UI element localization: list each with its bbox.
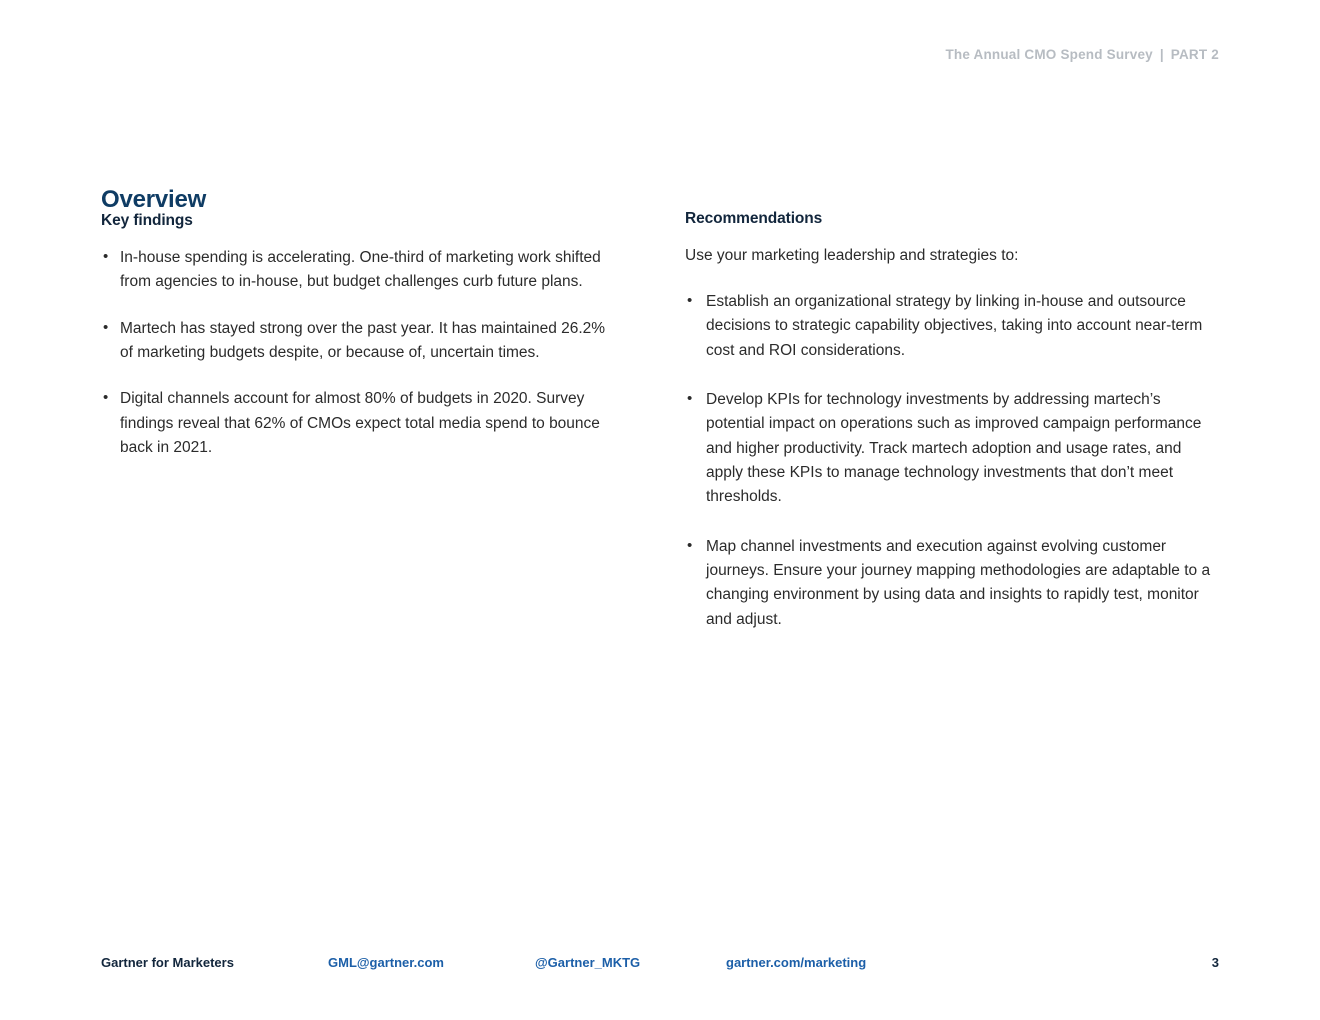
header-separator: | [1159, 47, 1164, 62]
recommendations-heading: Recommendations [685, 210, 823, 227]
footer-brand: Gartner for Marketers [101, 955, 234, 970]
footer-email-link[interactable]: GML@gartner.com [328, 955, 444, 970]
list-item: • Digital channels account for almost 80% of budgets in 2020. Survey findings reveal that 62% of CMOs expect total media spend to bounce back in 2021. [101, 387, 621, 460]
recommendations-column [685, 210, 1220, 657]
header-part-label: PART 2 [1170, 47, 1219, 62]
key-findings-heading: Key findings [101, 212, 193, 229]
footer-social-handle-link[interactable]: @Gartner_MKTG [535, 955, 641, 970]
list-item: • Martech has stayed strong over the past year. It has maintained 26.2% of marketing budgets despite, or because of, uncertain times. [101, 317, 621, 366]
key-findings-list [101, 246, 621, 460]
page-footer [101, 955, 1219, 977]
key-findings-column [101, 212, 621, 482]
footer-page-number: 3 [1211, 955, 1219, 970]
list-item: • Establish an organizational strategy by linking in-house and outsource decisions to strategic capability objectives, taking into account near-term cost and ROI considerations. [685, 290, 1220, 363]
footer-website-link[interactable]: gartner.com/marketing [726, 955, 867, 970]
page-title: Overview [101, 186, 207, 214]
list-item: • Develop KPIs for technology investments by addressing martech’s potential impact on operations such as improved campaign performance and higher productivity. Track martech adoption and usage rates, and apply these KPIs to manage technology investments that don’t meet thresholds. [685, 388, 1220, 510]
list-item: • In-house spending is accelerating. One-third of marketing work shifted from agencies to in-house, but budget challenges curb future plans. [101, 246, 621, 295]
recommendations-list [685, 290, 1220, 632]
header-report-title: The Annual CMO Spend Survey [945, 47, 1153, 62]
recommendations-intro: Use your marketing leadership and strategies to: [685, 247, 1019, 264]
list-item: • Map channel investments and execution against evolving customer journeys. Ensure your journey mapping methodologies are adaptable to a changing environment by using data and insights to rapidly test, monitor and adjust. [685, 535, 1220, 632]
running-header [945, 47, 1219, 62]
